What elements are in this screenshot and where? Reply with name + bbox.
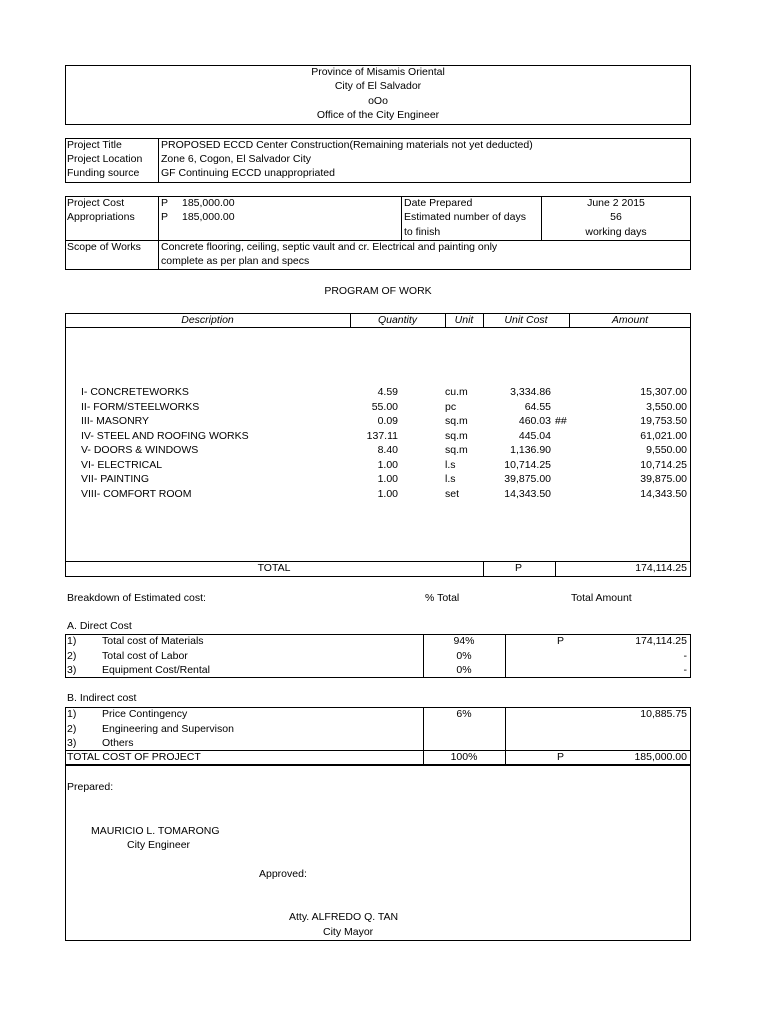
scope-line2: complete as per plan and specs [161,255,310,267]
days-label-line1: Estimated number of days [404,211,526,223]
work-item-unit-cost: 10,714.25 [504,458,551,471]
cost-divider-2 [401,196,402,240]
work-item-unit-cost: 445.04 [518,429,551,442]
project-location-label: Project Location [67,153,143,165]
work-item-description: III- MASONRY [81,415,150,427]
cost-row-amount: 174,114.25 [635,635,687,647]
approver-title: City Mayor [323,926,374,938]
work-item-unit-cost: 14,343.50 [504,487,551,500]
cost-row-label: Engineering and Supervison [102,722,234,735]
work-item-amount: 61,021.00 [640,429,687,442]
scope-line1: Concrete flooring, ceiling, septic vault and cr. Electrical and painting only [161,241,498,253]
work-item-amount: 19,753.50 [640,415,687,427]
total-divider-2 [555,561,556,577]
work-item-description: IV- STEEL AND ROOFING WORKS [81,429,249,442]
cost-row-label: Others [102,737,134,749]
cost-row-number: 3) [67,737,77,749]
cost-row-amount: - [683,664,687,676]
total-project-cost-pct: 100% [450,751,478,763]
cost-row-number: 2) [67,649,77,662]
col-header-quantity: Quantity [377,314,418,326]
work-item-description: I- CONCRETEWORKS [81,386,189,398]
breakdown-pct-header: % Total [425,592,460,604]
indirect-cost-heading: B. Indirect cost [67,692,137,704]
col-header-unit: Unit [454,314,474,326]
cost-row-amount: 10,885.75 [640,708,687,720]
work-item-quantity: 1.00 [377,473,398,485]
work-item-unit: l.s [445,473,456,485]
scope-label: Scope of Works [67,241,141,253]
cost-divider-1 [158,196,159,270]
cost-row-number: 1) [67,708,77,720]
direct-cost-heading: A. Direct Cost [67,620,132,632]
program-total-label: TOTAL [257,562,291,574]
project-cost-label: Project Cost [67,197,125,209]
funding-source-label: Funding source [67,167,140,179]
col-header-amount: Amount [611,314,649,326]
header-city: City of El Salvador [334,80,422,92]
cost-row-percent: 94% [453,635,475,647]
cost-row-label: Equipment Cost/Rental [102,664,210,676]
program-total-value: 174,114.25 [635,562,687,574]
days-label-line2: to finish [404,226,441,238]
project-title-value: PROPOSED ECCD Center Construction(Remaining materials not yet deducted) [161,139,533,151]
header-province: Province of Misamis Oriental [311,66,445,78]
work-item-unit-cost: 39,875.00 [504,473,551,485]
cost-row-currency: P [557,635,565,647]
work-item-description: II- FORM/STEELWORKS [81,400,200,413]
breakdown-amount-header: Total Amount [571,592,632,604]
work-item-amount: 39,875.00 [640,473,687,485]
work-item-unit: pc [445,400,457,413]
work-item-amount: 10,714.25 [640,458,687,471]
project-cost-currency: P [161,197,169,209]
work-item-flag: ## [555,415,567,427]
col-header-description: Description [181,314,234,326]
work-item-unit: sq.m [445,429,468,442]
work-item-amount: 14,343.50 [640,487,687,500]
work-item-amount: 9,550.00 [646,444,687,456]
appropriations-value: 185,000.00 [182,211,235,223]
header-office: Office of the City Engineer [316,109,440,121]
work-item-description: V- DOORS & WINDOWS [81,444,199,456]
cost-row-label: Price Contingency [102,708,188,720]
cost-row-number: 2) [67,722,77,735]
work-item-quantity: 137.11 [366,429,398,442]
cost-row-label: Total cost of Labor [102,649,188,662]
preparer-name: MAURICIO L. TOMARONG [91,825,220,837]
cost-row-number: 1) [67,635,77,647]
work-item-quantity: 0.09 [377,415,398,427]
project-title-label: Project Title [67,139,122,151]
col-header-unit-cost: Unit Cost [504,314,548,326]
total-divider-1 [483,561,484,577]
cost-row-percent: 6% [456,708,472,720]
header-separator: oOo [368,95,388,107]
work-item-unit-cost: 460.03 [518,415,551,427]
work-item-unit: cu.m [445,386,468,398]
work-item-unit: l.s [445,458,456,471]
work-item-quantity: 55.00 [371,400,398,413]
work-item-amount: 15,307.00 [640,386,687,398]
cost-row-number: 3) [67,664,77,676]
date-prepared-value: June 2 2015 [587,197,645,209]
program-heading: PROGRAM OF WORK [324,285,432,297]
date-prepared-label: Date Prepared [404,197,473,209]
indirect-divider-2 [505,707,506,765]
work-item-amount: 3,550.00 [646,400,687,413]
work-item-quantity: 1.00 [377,487,398,500]
appropriations-label: Appropriations [67,211,135,223]
work-item-quantity: 1.00 [377,458,398,471]
work-item-unit-cost: 3,334.86 [510,386,551,398]
cost-row-percent: 0% [456,649,472,662]
preparer-title: City Engineer [127,839,191,851]
cost-row-percent: 0% [456,664,472,676]
prepared-label: Prepared: [67,781,114,793]
project-cost-value: 185,000.00 [182,197,235,209]
approved-label: Approved: [259,868,307,880]
breakdown-heading: Breakdown of Estimated cost: [67,592,206,604]
total-project-cost-value: 185,000.00 [634,751,687,763]
work-item-description: VIII- COMFORT ROOM [81,487,192,500]
project-info-divider [158,138,159,183]
funding-source-value: GF Continuing ECCD unappropriated [161,167,335,179]
appropriations-currency: P [161,211,169,223]
cost-row-label: Total cost of Materials [102,635,204,647]
program-total-currency: P [515,562,523,574]
days-value: 56 [610,211,622,223]
work-item-unit-cost: 64.55 [524,400,551,413]
direct-divider-2 [505,634,506,678]
work-item-unit: sq.m [445,415,468,427]
work-item-quantity: 8.40 [377,444,398,456]
days-unit: working days [585,226,647,238]
work-item-unit: set [445,487,460,500]
total-project-cost-currency: P [557,751,565,763]
work-item-description: VII- PAINTING [81,473,150,485]
total-project-cost-label: TOTAL COST OF PROJECT [67,751,201,763]
work-item-quantity: 4.59 [377,386,398,398]
approver-name: Atty. ALFREDO Q. TAN [289,911,399,923]
work-item-description: VI- ELECTRICAL [81,458,163,471]
work-item-unit-cost: 1,136.90 [510,444,551,456]
work-item-unit: sq.m [445,444,468,456]
project-location-value: Zone 6, Cogon, El Salvador City [161,153,311,165]
program-header-divider [65,327,691,328]
cost-row-amount: - [683,649,687,662]
